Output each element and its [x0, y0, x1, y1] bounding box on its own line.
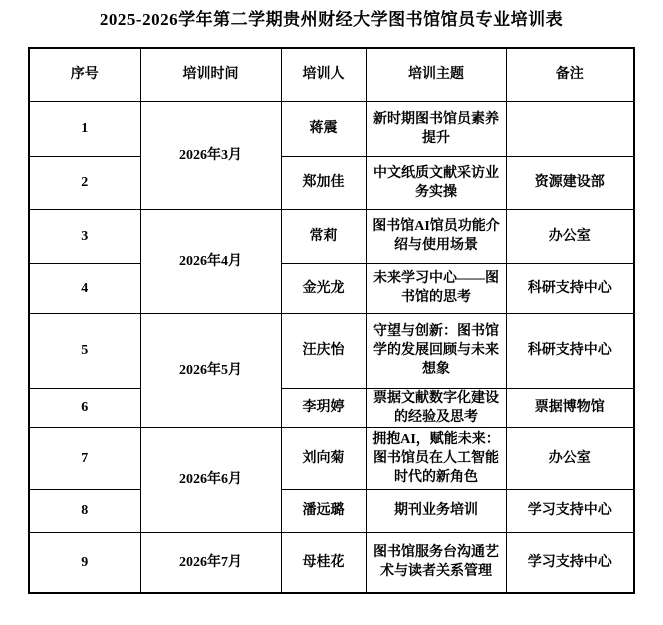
cell-time: 2026年4月: [140, 209, 281, 313]
cell-no: 1: [29, 101, 140, 156]
header-cell-topic: 培训主题: [366, 48, 506, 101]
table-row: [29, 427, 634, 489]
cell-no: 3: [29, 209, 140, 263]
cell-note: 办公室: [506, 209, 634, 263]
table-row: [29, 489, 634, 532]
cell-note: 资源建设部: [506, 156, 634, 209]
cell-time: 2026年7月: [140, 532, 281, 593]
cell-trainer: 汪庆怡: [281, 313, 366, 388]
header-row: [29, 48, 634, 101]
cell-note: 学习支持中心: [506, 489, 634, 532]
training-table: [28, 47, 635, 594]
cell-topic: 守望与创新：图书馆学的发展回顾与未来想象: [366, 313, 506, 388]
cell-trainer: 蒋震: [281, 101, 366, 156]
header-cell-note: 备注: [506, 48, 634, 101]
cell-no: 8: [29, 489, 140, 532]
cell-no: 6: [29, 388, 140, 427]
table-row: [29, 313, 634, 388]
cell-no: 9: [29, 532, 140, 593]
cell-trainer: 潘远璐: [281, 489, 366, 532]
cell-topic: 图书馆服务台沟通艺术与读者关系管理: [366, 532, 506, 593]
table-row: [29, 101, 634, 156]
cell-trainer: 刘向菊: [281, 427, 366, 489]
header-cell-time: 培训时间: [140, 48, 281, 101]
cell-topic: 期刊业务培训: [366, 489, 506, 532]
page-title: 2025-2026学年第二学期贵州财经大学图书馆馆员专业培训表: [99, 10, 564, 29]
cell-trainer: 母桂花: [281, 532, 366, 593]
cell-no: 5: [29, 313, 140, 388]
cell-note: [506, 101, 634, 156]
cell-no: 2: [29, 156, 140, 209]
cell-note: 科研支持中心: [506, 263, 634, 313]
cell-trainer: 郑加佳: [281, 156, 366, 209]
cell-note: 学习支持中心: [506, 532, 634, 593]
cell-topic: 中文纸质文献采访业务实操: [366, 156, 506, 209]
cell-topic: 未来学习中心——图书馆的思考: [366, 263, 506, 313]
cell-no: 4: [29, 263, 140, 313]
table-row: [29, 156, 634, 209]
table-row: [29, 388, 634, 427]
table-row: [29, 532, 634, 593]
cell-trainer: 常莉: [281, 209, 366, 263]
cell-topic: 拥抱AI，赋能未来：图书馆员在人工智能时代的新角色: [366, 427, 506, 489]
cell-topic: 图书馆AI馆员功能介绍与使用场景: [366, 209, 506, 263]
cell-trainer: 李玥婷: [281, 388, 366, 427]
cell-note: 办公室: [506, 427, 634, 489]
cell-trainer: 金光龙: [281, 263, 366, 313]
table-row: [29, 263, 634, 313]
cell-time: 2026年3月: [140, 101, 281, 209]
cell-note: 票据博物馆: [506, 388, 634, 427]
header-cell-trainer: 培训人: [281, 48, 366, 101]
cell-note: 科研支持中心: [506, 313, 634, 388]
cell-time: 2026年5月: [140, 313, 281, 427]
cell-no: 7: [29, 427, 140, 489]
cell-topic: 新时期图书馆员素养提升: [366, 101, 506, 156]
header-cell-no: 序号: [29, 48, 140, 101]
cell-time: 2026年6月: [140, 427, 281, 532]
table-row: [29, 209, 634, 263]
cell-topic: 票据文献数字化建设的经验及思考: [366, 388, 506, 427]
